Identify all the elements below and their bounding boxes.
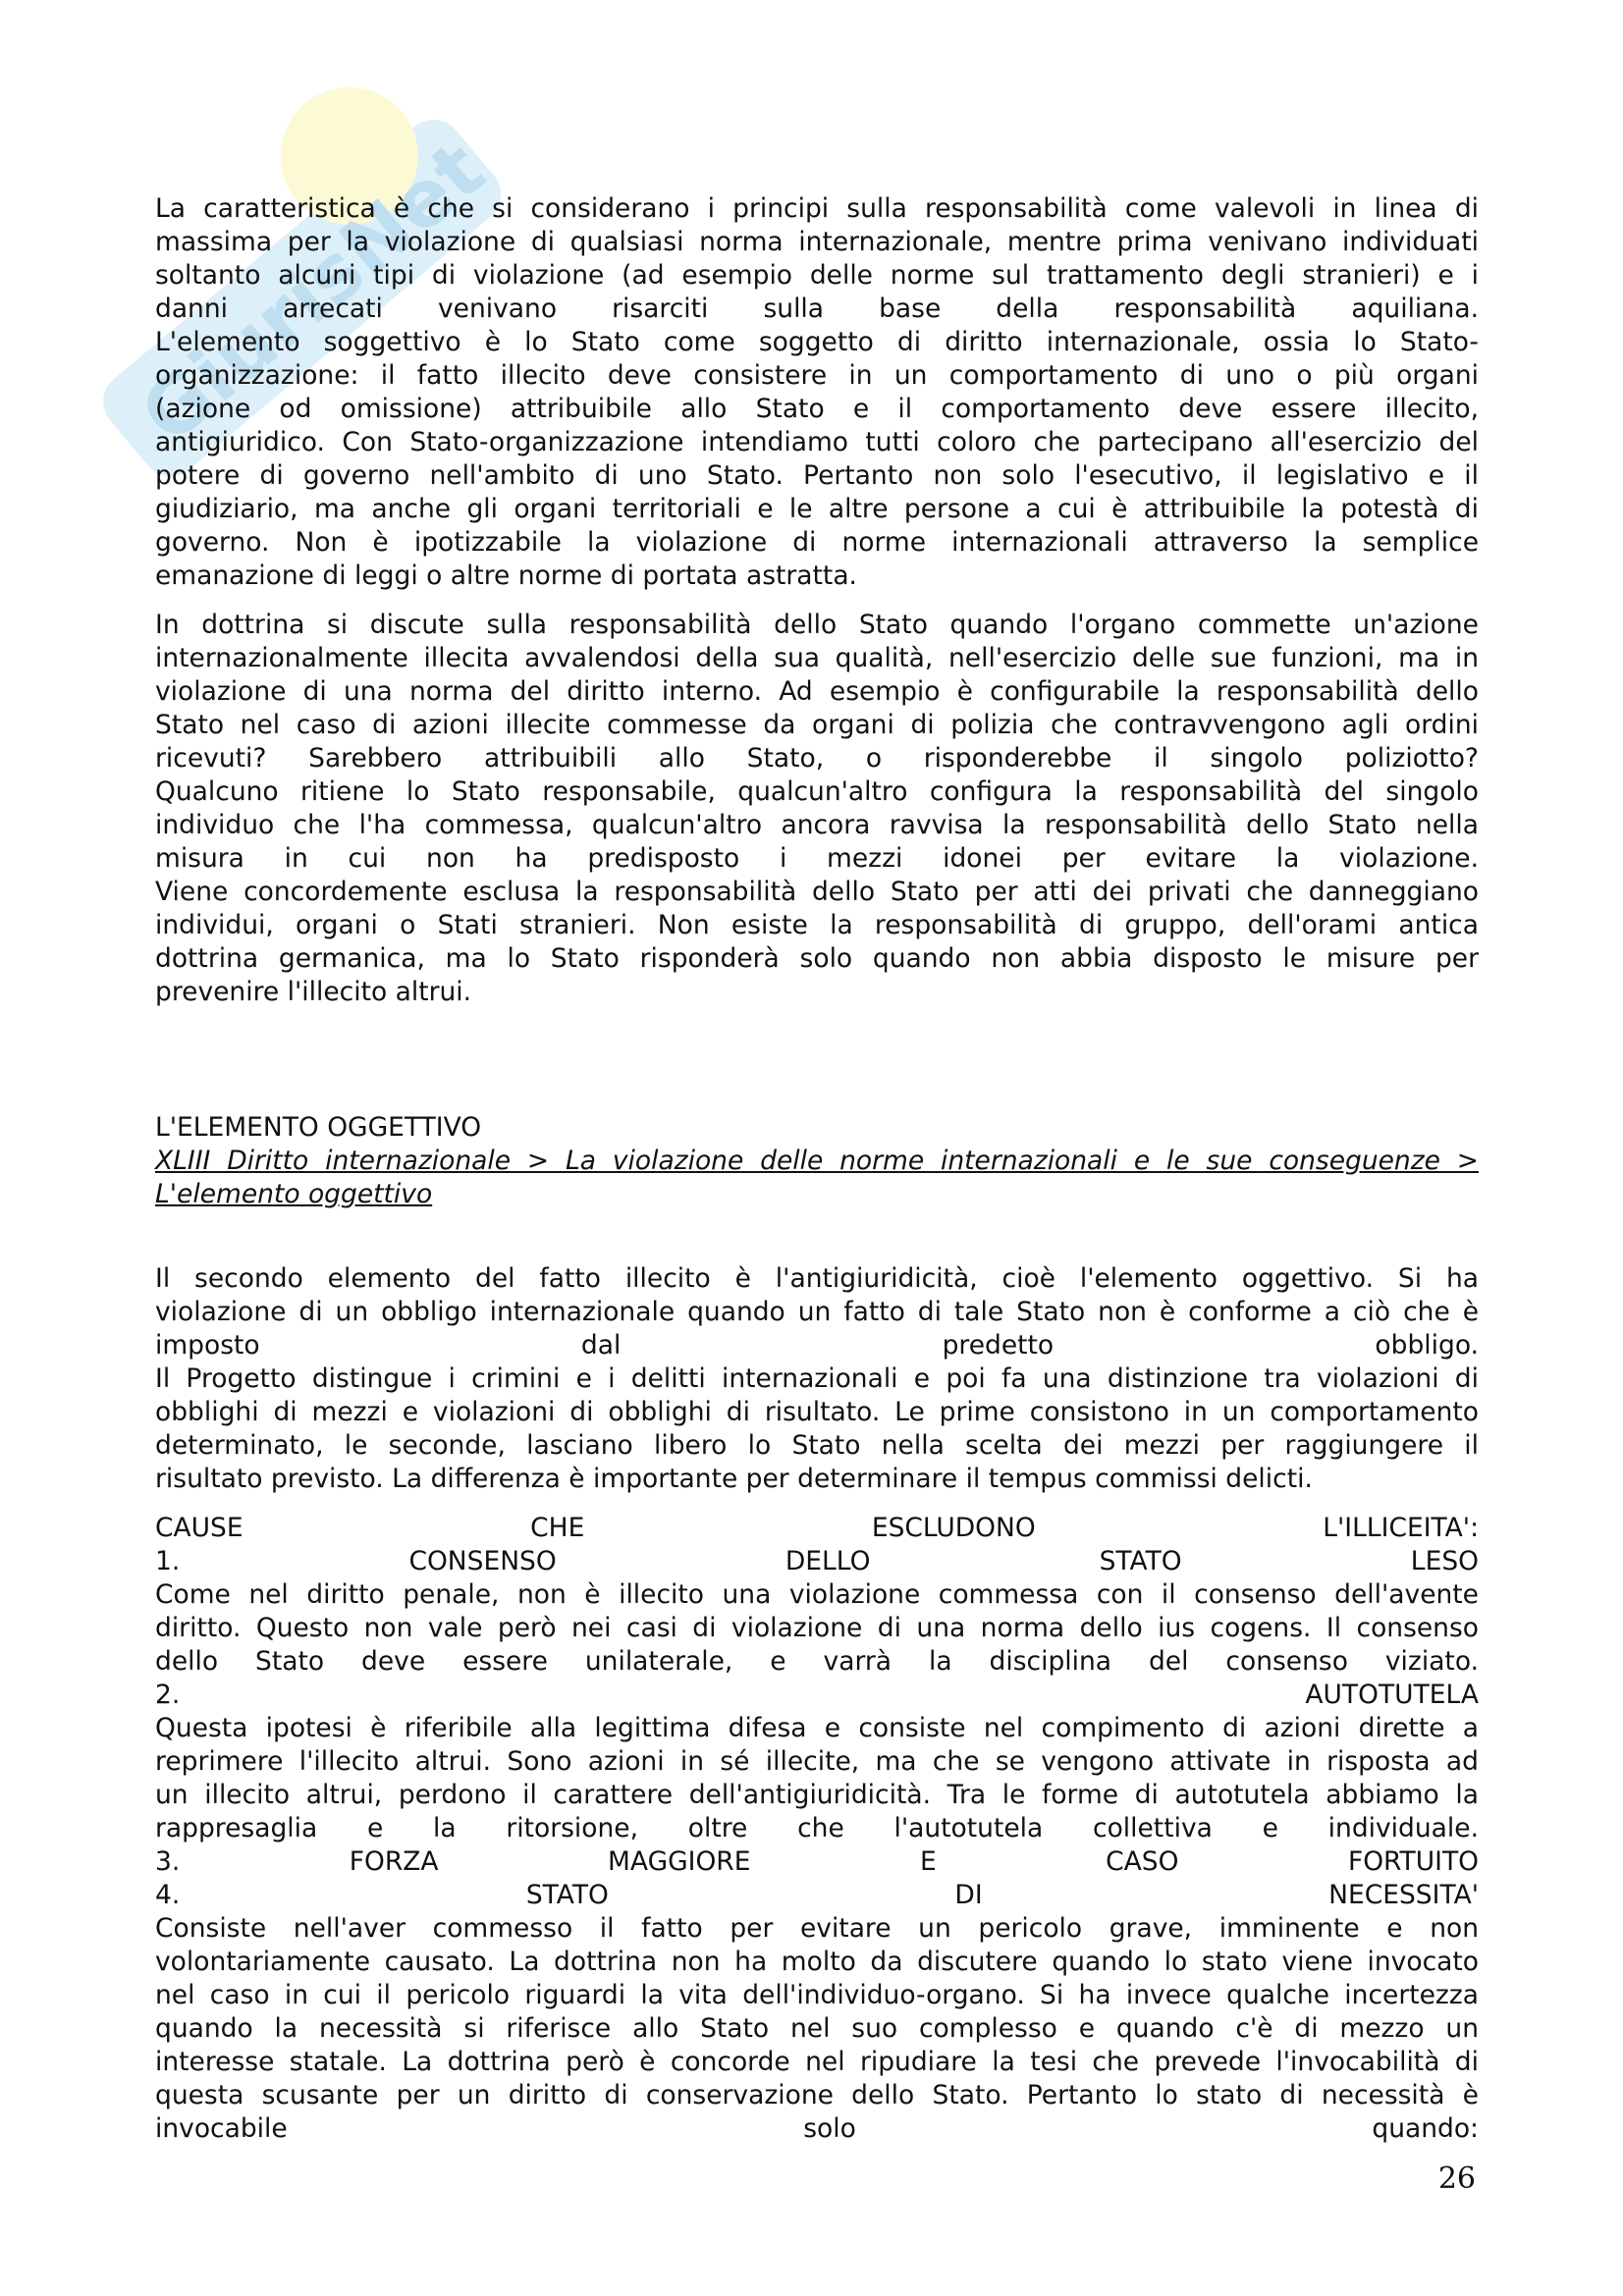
text-line: dello Stato deve essere unilaterale, e varrà la disciplina del consenso viziato. [155, 1646, 1479, 1677]
text-line: Stato nel caso di azioni illecite commesse da organi di polizia che contravvengono agli ordini [155, 710, 1479, 740]
paragraph-2 [155, 609, 1479, 1009]
text-line: La caratteristica è che si considerano i principi sulla responsabilità come valevoli in linea di [155, 193, 1479, 224]
text-line: invocabile solo quando: [155, 2113, 1479, 2144]
text-line: (azione od omissione) attribuibile allo Stato e il comportamento deve essere illecito, [155, 394, 1479, 424]
paragraph-4 [155, 1512, 1479, 2146]
text-line: L'elemento soggettivo è lo Stato come soggetto di diritto internazionale, ossia lo Stato- [155, 327, 1479, 357]
text-line: un illecito altrui, perdono il carattere dell'antigiuridicità. Tra le forme di autotutela abbiamo la [155, 1780, 1479, 1810]
text-line: questa scusante per un diritto di conservazione dello Stato. Pertanto lo stato di necessità è [155, 2080, 1479, 2110]
text-line: volontariamente causato. La dottrina non ha molto da discutere quando lo stato viene invocato [155, 1947, 1479, 1977]
text-line: misura in cui non ha predisposto i mezzi idonei per evitare la violazione. [155, 843, 1479, 874]
text-line: determinato, le seconde, lasciano libero lo Stato nella scelta dei mezzi per raggiungere il [155, 1430, 1479, 1461]
text-line: In dottrina si discute sulla responsabilità dello Stato quando l'organo commette un'azione [155, 610, 1479, 640]
section-header [155, 1111, 1479, 1211]
text-line: Consiste nell'aver commesso il fatto per evitare un pericolo grave, imminente e non [155, 1913, 1479, 1944]
text-line: 2. AUTOTUTELA [155, 1680, 1479, 1710]
text-line: diritto. Questo non vale però nei casi di violazione di una norma dello ius cogens. Il consenso [155, 1613, 1479, 1643]
text-line: danni arrecati venivano risarciti sulla base della responsabilità aquiliana. [155, 294, 1479, 324]
text-line: violazione di un obbligo internazionale quando un fatto di tale Stato non è conforme a ciò che è [155, 1297, 1479, 1327]
watermark-text: GiurisNet [124, 123, 502, 461]
text-line: giudiziario, ma anche gli organi territoriali e le altre persone a cui è attribuibile la potestà di [155, 494, 1479, 524]
text-line: individuo che l'ha commessa, qualcun'altro ancora ravvisa la responsabilità dello Stato nella [155, 810, 1479, 840]
text-line: obblighi di mezzi e violazioni di obblighi di risultato. Le prime consistono in un comportamento [155, 1397, 1479, 1427]
page-number: 26 [1437, 2162, 1476, 2196]
text-line: soltanto alcuni tipi di violazione (ad esempio delle norme sul trattamento degli stranieri) e i [155, 260, 1479, 291]
text-line: potere di governo nell'ambito di uno Stato. Pertanto non solo l'esecutivo, il legislativo e il [155, 460, 1479, 491]
document-body [155, 192, 1479, 2162]
text-line: interesse statale. La dottrina però è concorde nel ripudiare la tesi che prevede l'invocabilità di [155, 2047, 1479, 2077]
text-line: Questa ipotesi è riferibile alla legittima difesa e consiste nel compimento di azioni dirette a [155, 1713, 1479, 1743]
text-line: risultato previsto. La differenza è importante per determinare il tempus commissi delicti. [155, 1464, 1313, 1494]
text-line: dottrina germanica, ma lo Stato risponderà solo quando non abbia disposto le misure per [155, 943, 1479, 974]
text-line: Viene concordemente esclusa la responsabilità dello Stato per atti dei privati che danneggiano [155, 877, 1479, 907]
text-line: massima per la violazione di qualsiasi norma internazionale, mentre prima venivano individuati [155, 227, 1479, 257]
paragraph-1 [155, 192, 1479, 593]
text-line: antigiuridico. Con Stato-organizzazione intendiamo tutti coloro che partecipano all'esercizio del [155, 427, 1479, 457]
breadcrumb-link[interactable]: XLIII Diritto internazionale > La violazione delle norme internazionali e le sue conseguenze > [155, 1146, 1479, 1176]
text-line: internazionalmente illecita avvalendosi della sua qualità, nell'esercizio delle sue funzioni, ma in [155, 643, 1479, 673]
text-line: governo. Non è ipotizzabile la violazione di norme internazionali attraverso la semplice [155, 527, 1479, 558]
text-line: nel caso in cui il pericolo riguardi la vita dell'individuo-organo. Si ha invece qualche incertezza [155, 1980, 1479, 2010]
text-line: 3. FORZA MAGGIORE E CASO FORTUITO [155, 1846, 1479, 1877]
section-heading: L'ELEMENTO OGGETTIVO [155, 1112, 482, 1143]
text-line: organizzazione: il fatto illecito deve consistere in un comportamento di uno o più organi [155, 360, 1479, 391]
breadcrumb-link[interactable]: L'elemento oggettivo [155, 1179, 433, 1209]
text-line: 4. STATO DI NECESSITA' [155, 1880, 1479, 1910]
text-line: Il secondo elemento del fatto illecito è l'antigiuridicità, cioè l'elemento oggettivo. Si ha [155, 1263, 1479, 1294]
paragraph-3 [155, 1262, 1479, 1496]
text-line: rappresaglia e la ritorsione, oltre che l'autotutela collettiva e individuale. [155, 1813, 1479, 1843]
text-line: individui, organi o Stati stranieri. Non esiste la responsabilità di gruppo, dell'orami antica [155, 910, 1479, 940]
text-line: imposto dal predetto obbligo. [155, 1330, 1479, 1361]
text-line: ricevuti? Sarebbero attribuibili allo Stato, o risponderebbe il singolo poliziotto? [155, 743, 1479, 774]
text-line: emanazione di leggi o altre norme di portata astratta. [155, 561, 857, 591]
text-line: Come nel diritto penale, non è illecito una violazione commessa con il consenso dell'avente [155, 1579, 1479, 1610]
text-line: 1. CONSENSO DELLO STATO LESO [155, 1546, 1479, 1576]
text-line: Il Progetto distingue i crimini e i delitti internazionali e poi fa una distinzione tra violazioni di [155, 1363, 1479, 1394]
text-line: CAUSE CHE ESCLUDONO L'ILLICEITA': [155, 1513, 1479, 1543]
text-line: violazione di una norma del diritto interno. Ad esempio è configurabile la responsabilità dello [155, 676, 1479, 707]
text-line: quando la necessità si riferisce allo Stato nel suo complesso e quando c'è di mezzo un [155, 2013, 1479, 2044]
text-line: reprimere l'illecito altrui. Sono azioni in sé illecite, ma che se vengono attivate in risposta ad [155, 1746, 1479, 1777]
text-line: prevenire l'illecito altrui. [155, 977, 472, 1007]
text-line: Qualcuno ritiene lo Stato responsabile, qualcun'altro configura la responsabilità del singolo [155, 776, 1479, 807]
